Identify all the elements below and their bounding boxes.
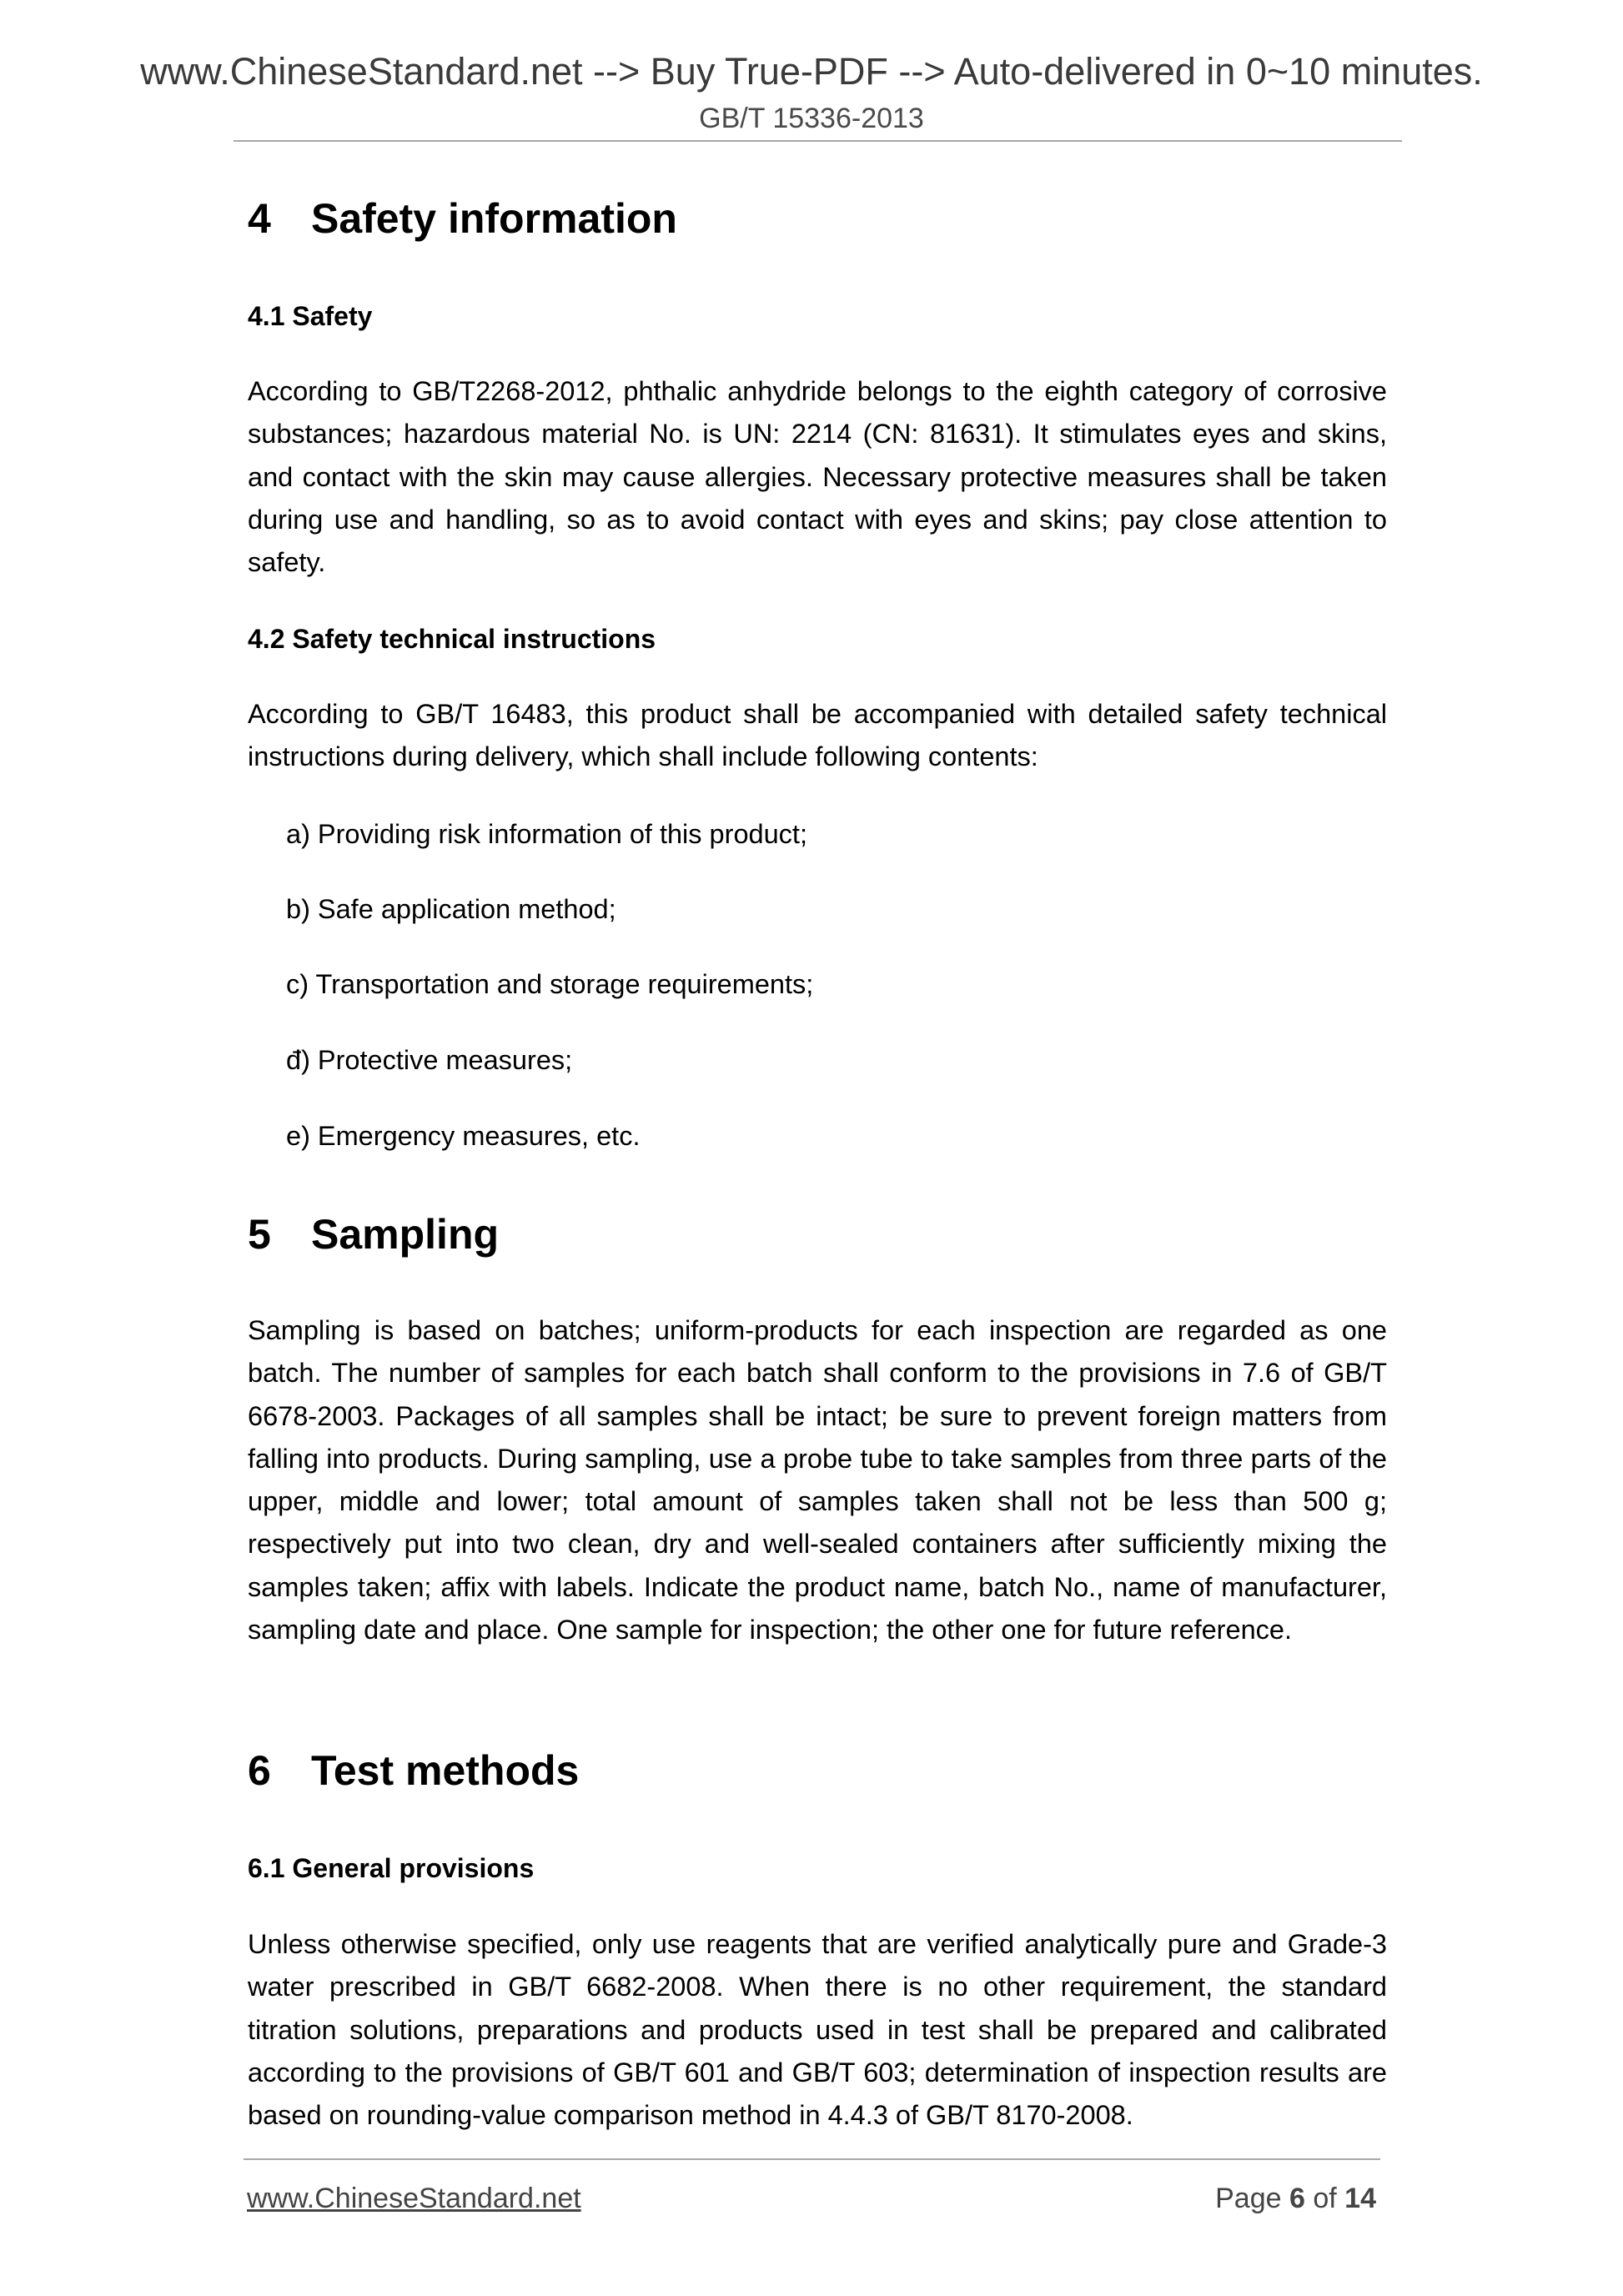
subsection-heading-4-1: 4.1 Safety xyxy=(248,301,373,331)
footer-link-wrap xyxy=(247,2182,581,2215)
section-heading-5 xyxy=(248,1209,499,1259)
list-item: đ) Protective measures; xyxy=(286,1045,573,1075)
list-item: b) Safe application method; xyxy=(286,894,616,924)
list-item: e) Emergency measures, etc. xyxy=(286,1121,641,1151)
page-of-label: of xyxy=(1313,2183,1337,2214)
paragraph-safety-instructions: According to GB/T 16483, this product shall be accompanied with detailed safety technical instructions during delivery, which shall include following contents: xyxy=(248,699,1387,772)
page-label: Page xyxy=(1215,2183,1282,2214)
section-number: 6 xyxy=(248,1747,271,1794)
total-pages: 14 xyxy=(1344,2183,1376,2214)
footer-website-link[interactable]: www.ChineseStandard.net xyxy=(247,2183,581,2214)
list-item: c) Transportation and storage requirements; xyxy=(286,969,814,999)
section-number: 4 xyxy=(248,195,271,242)
section-number: 5 xyxy=(248,1211,271,1258)
section-title: Test methods xyxy=(311,1747,580,1794)
current-page: 6 xyxy=(1289,2183,1305,2214)
subsection-heading-4-2: 4.2 Safety technical instructions xyxy=(248,624,656,654)
subsection-heading-6-1: 6.1 General provisions xyxy=(248,1853,535,1883)
section-heading-6 xyxy=(248,1746,579,1796)
header-divider xyxy=(234,140,1402,142)
paragraph-general-provisions: Unless otherwise specified, only use reagents that are verified analytically pure and Grade-3 water prescribed in GB/T 6682-2008. When there is no other requirement, the standard titration solutions, preparations and products used in test shall be prepared and calibrated according to the provisions of GB/T 601 and GB/T 603; determination of inspection results are based on rounding-value comparison method in 4.4.3 of GB/T 8170-2008. xyxy=(248,1929,1387,2131)
header-banner: www.ChineseStandard.net --> Buy True-PDF --> Auto-delivered in 0~10 minutes. xyxy=(140,50,1483,93)
section-heading-4 xyxy=(248,193,677,244)
paragraph-sampling: Sampling is based on batches; uniform-products for each inspection are regarded as one batch. The number of samples for each batch shall conform to the provisions in 7.6 of GB/T 6678-2003. Packages of all samples shall be intact; be sure to prevent foreign matters from falling into products. During sampling, use a probe tube to take samples from three parts of the upper, middle and lower; total amount of samples taken shall not be less than 500 g; respectively put into two clean, dry and well-sealed containers after sufficiently mixing the samples taken; affix with labels. Indicate the product name, batch No., name of manufacturer, sampling date and place. One sample for inspection; the other one for future reference. xyxy=(248,1315,1387,1645)
list-item: a) Providing risk information of this product; xyxy=(286,819,807,849)
footer-divider xyxy=(244,2158,1380,2160)
standard-number: GB/T 15336-2013 xyxy=(699,103,924,134)
section-title: Sampling xyxy=(311,1211,500,1258)
page-indicator xyxy=(1215,2182,1376,2215)
section-title: Safety information xyxy=(311,195,677,242)
paragraph-safety: According to GB/T2268-2012, phthalic anhydride belongs to the eighth category of corrosive substances; hazardous material No. is UN: 2214 (CN: 81631). It stimulates eyes and skins, and contact with the skin may cause allergies. Necessary protective measures shall be taken during use and handling, so as to avoid contact with eyes and skins; pay close attention to safety. xyxy=(248,376,1387,578)
